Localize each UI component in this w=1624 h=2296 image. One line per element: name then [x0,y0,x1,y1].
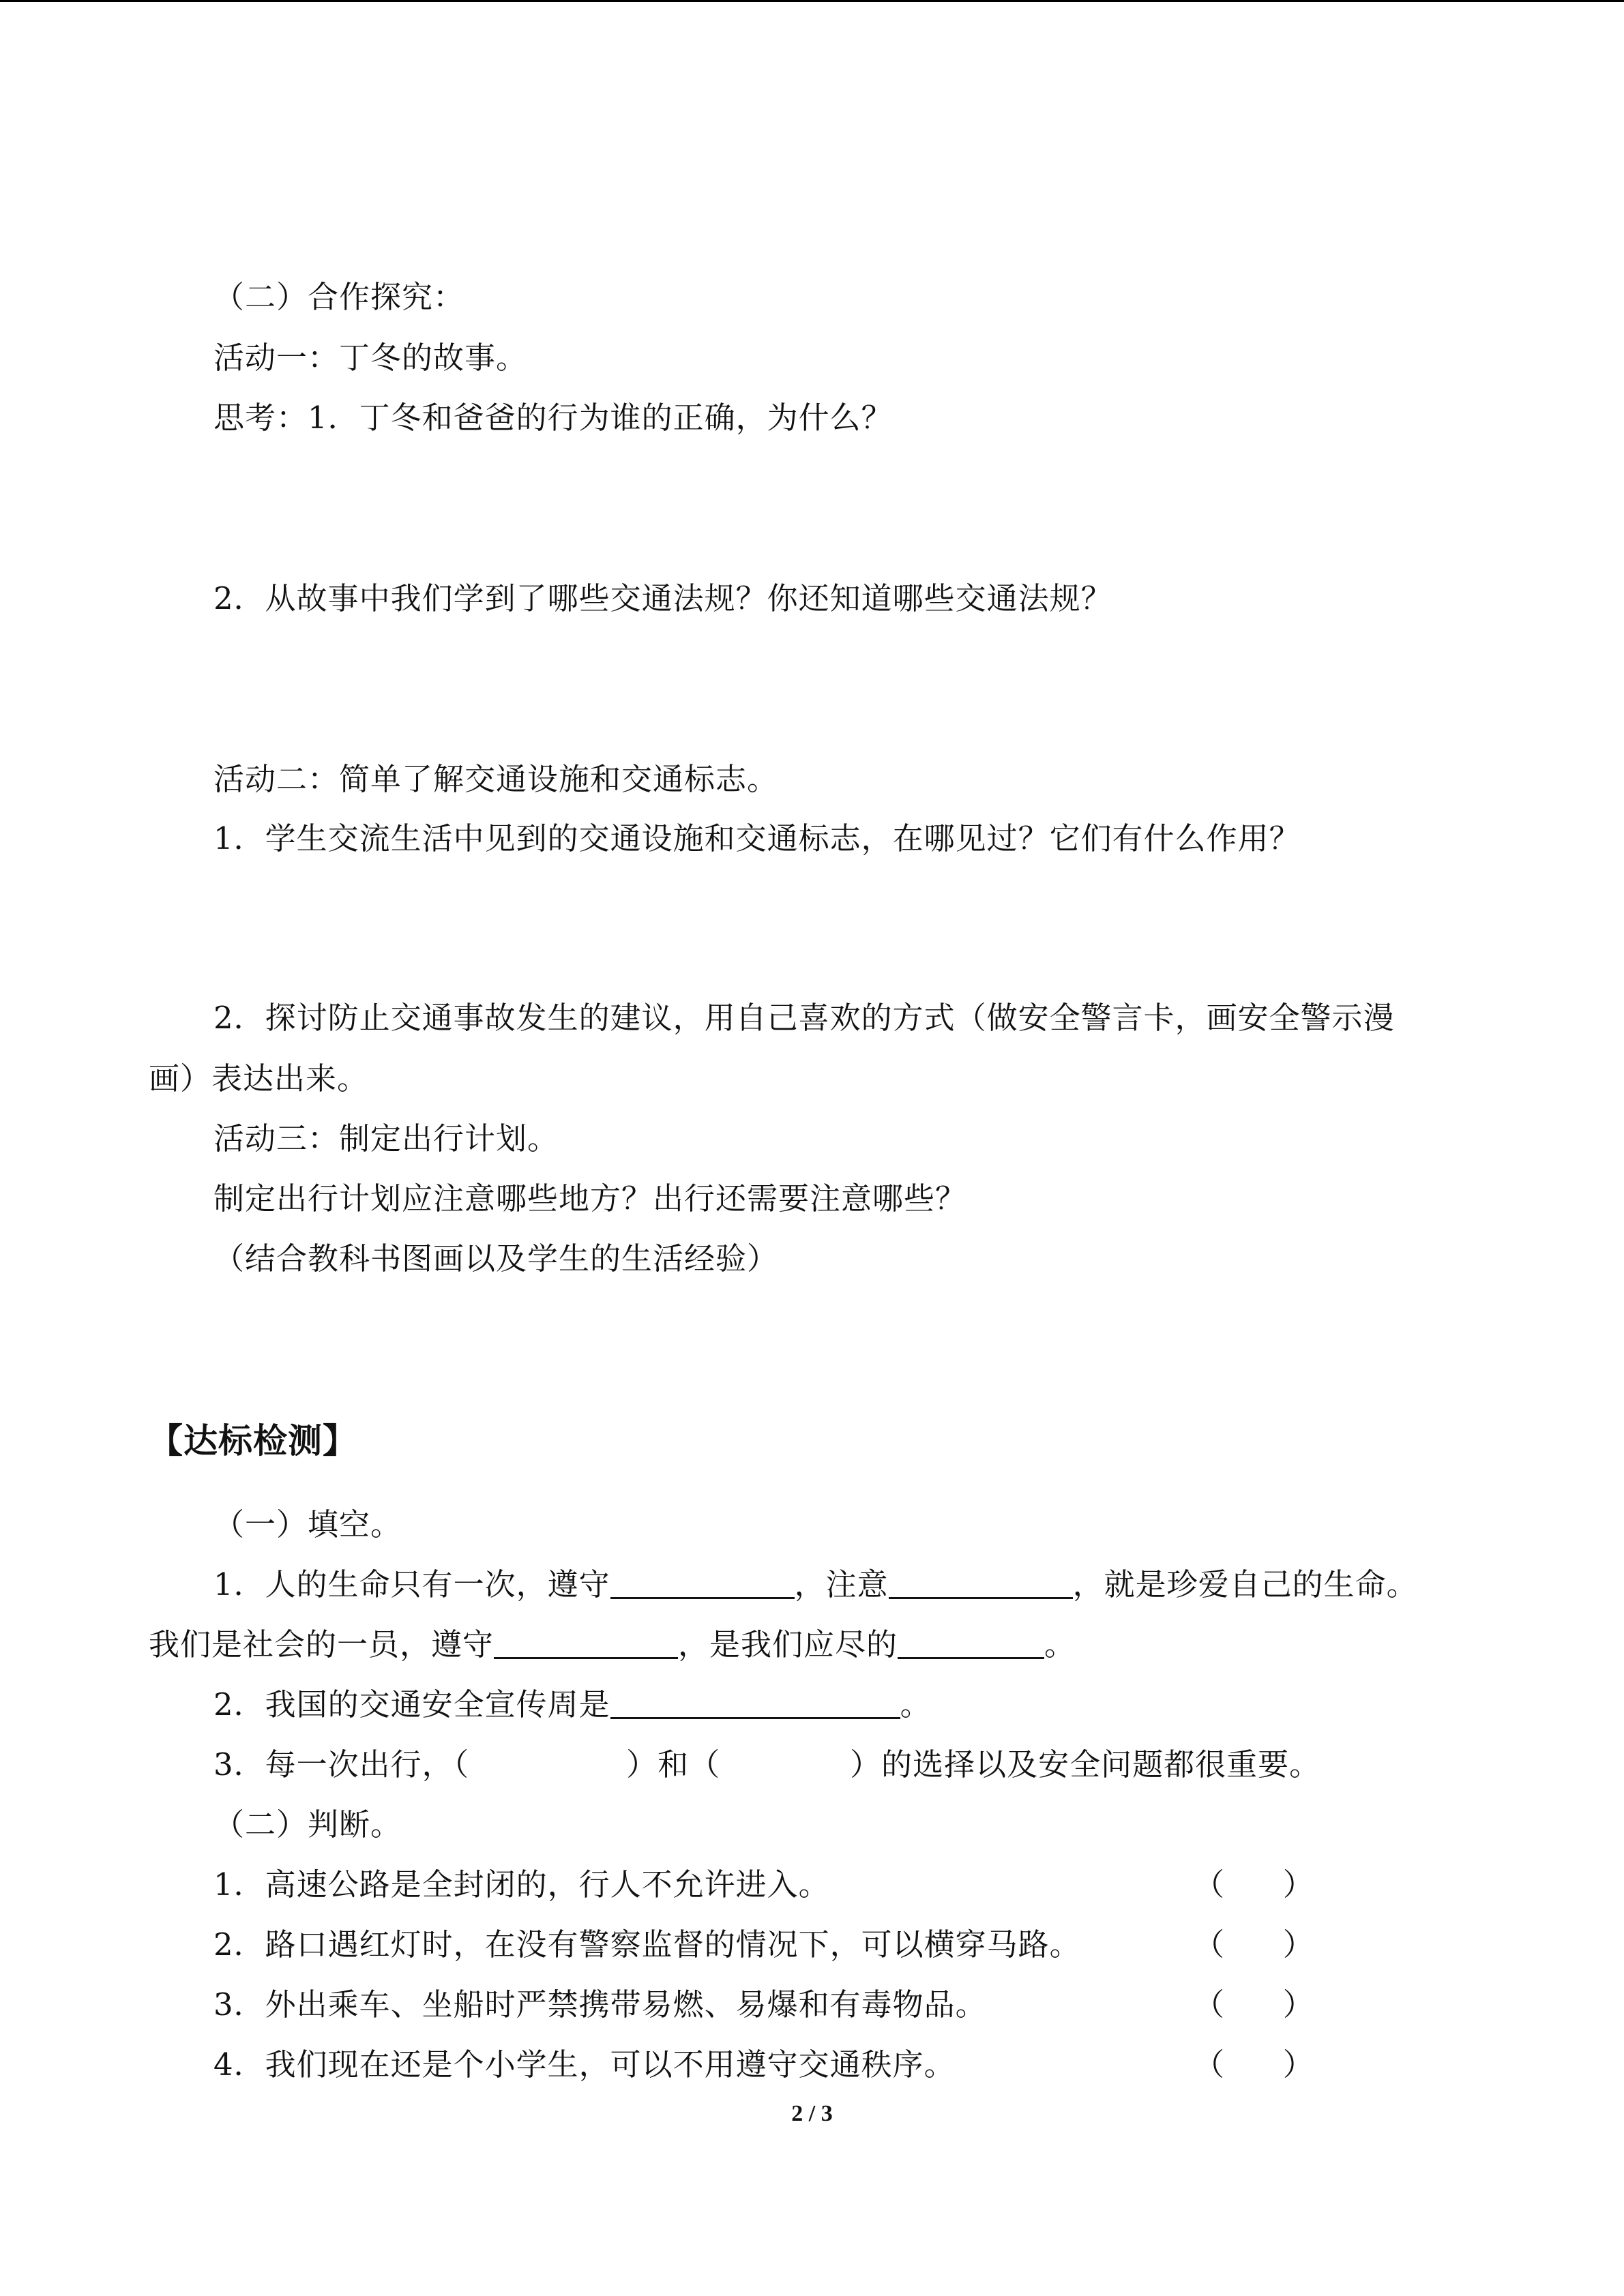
answer-blank[interactable] [610,1690,900,1719]
fill-q3-text-a: 3．每一次出行，（ [213,1746,470,1783]
judge-item-3: 3．外出乘车、坐船时严禁携带易燃、易爆和有毒物品。 [213,1986,987,2023]
answer-blank[interactable] [889,1570,1073,1599]
fill-q1-text-e: ，是我们应尽的 [678,1626,898,1663]
activity-two-question-2: 2．探讨防止交通事故发生的建议，用自己喜欢的方式（做安全警言卡，画安全警示漫 [213,1000,1395,1036]
judge-item-1: 1．高速公路是全封闭的，行人不允许进入。 [213,1866,830,1903]
activity-three-note: （结合教科书图画以及学生的生活经验） [213,1240,779,1277]
judge-title: （二）判断。 [213,1806,402,1843]
activity-three: 活动三：制定出行计划。 [213,1120,559,1157]
judge-answer-bracket[interactable]: （ ） [1194,1926,1314,1963]
section-title: （二）合作探究： [213,279,465,315]
fill-q2-text-a: 2．我国的交通安全宣传周是 [213,1686,610,1723]
activity-two-question-1: 1．学生交流生活中见到的交通设施和交通标志，在哪见过？它们有什么作用？ [213,820,1301,856]
activity-two: 活动二：简单了解交通设施和交通标志。 [213,761,779,797]
fill-q3-text-b: ）和（ [626,1746,721,1783]
answer-blank[interactable] [898,1630,1044,1659]
judge-item-4: 4．我们现在还是个小学生，可以不用遵守交通秩序。 [213,2046,956,2083]
judge-answer-bracket[interactable]: （ ） [1194,1866,1314,1903]
fill-q1-text-b: ，注意 [794,1566,889,1602]
activity-one-question-1: 思考：1．丁冬和爸爸的行为谁的正确，为什么？ [213,400,893,436]
activity-one: 活动一：丁冬的故事。 [213,340,528,376]
fill-q1-text-a: 1．人的生命只有一次，遵守 [213,1566,610,1602]
fill-q1-text-f: 。 [1044,1626,1076,1663]
page-number: 2 / 3 [791,2101,833,2126]
fill-q3-text-c: ）的选择以及安全问题都很重要。 [850,1746,1321,1783]
judge-answer-bracket[interactable]: （ ） [1194,1986,1314,2023]
activity-three-question: 制定出行计划应注意哪些地方？出行还需要注意哪些？ [213,1180,967,1217]
activity-one-question-2: 2．从故事中我们学到了哪些交通法规？你还知道哪些交通法规？ [213,580,1112,616]
answer-blank[interactable] [494,1630,678,1659]
test-heading: 【达标检测】 [149,1420,357,1461]
fill-q1-text-d: 我们是社会的一员，遵守 [149,1626,494,1663]
fill-in-question-3 [213,1744,1320,1785]
fill-in-title: （一）填空。 [213,1506,402,1542]
fill-in-question-1-cont [149,1624,1076,1665]
judge-item-2: 2．路口遇红灯时，在没有警察监督的情况下，可以横穿马路。 [213,1926,1081,1963]
fill-q1-text-c: ，就是珍爱自己的生命。 [1072,1566,1418,1602]
answer-blank[interactable] [610,1570,795,1599]
fill-in-question-2 [213,1684,932,1725]
judge-answer-bracket[interactable]: （ ） [1194,2046,1314,2083]
activity-two-question-2-cont: 画）表达出来。 [149,1060,369,1097]
fill-q2-text-b: 。 [900,1686,932,1723]
fill-in-question-1 [213,1564,1418,1605]
